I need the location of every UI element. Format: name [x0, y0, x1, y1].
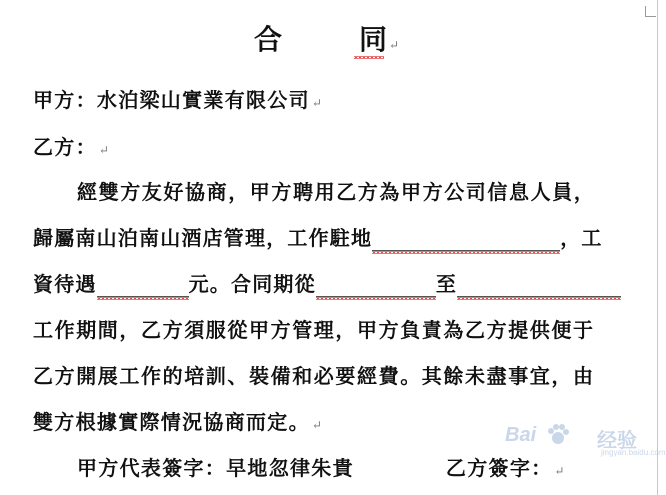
paragraph-mark-icon: ↵: [389, 38, 400, 52]
body-text: 元。合同期從: [188, 272, 316, 296]
body-line-4: [33, 314, 595, 343]
body-line-5: [33, 360, 595, 389]
watermark-text-2: 经验: [597, 428, 637, 452]
salary-blank[interactable]: [97, 278, 189, 297]
baidu-jingyan-watermark: [505, 418, 666, 462]
body-text: 資待遇: [33, 272, 97, 296]
work-location-blank[interactable]: [372, 232, 560, 251]
paragraph-mark-icon: ↵: [311, 418, 324, 432]
signature-line: [77, 452, 566, 481]
body-text: 歸屬南山泊南山酒店管理，工作駐地: [33, 226, 373, 250]
body-line-3: [33, 268, 621, 297]
title-char-1: 合: [254, 23, 283, 56]
body-text: ，工: [560, 226, 603, 250]
paragraph-mark-icon: ↵: [554, 464, 566, 478]
margin-corner-mark: [645, 6, 656, 17]
contract-start-blank[interactable]: [316, 278, 436, 297]
document-title: [0, 18, 666, 58]
watermark-text: Bai: [505, 424, 537, 446]
body-line-6: [33, 406, 323, 435]
paragraph-mark-icon: ↵: [311, 96, 324, 110]
body-text: 工作期間，乙方須服從甲方管理，甲方負責為乙方提供便于: [33, 318, 595, 342]
sign-a-value: 早地忽律朱貴: [226, 456, 354, 480]
party-b-line: [33, 131, 110, 160]
party-a-value: 水泊梁山實業有限公司: [96, 88, 310, 112]
paragraph-mark-icon: ↵: [98, 143, 111, 157]
contract-end-blank[interactable]: [457, 278, 621, 297]
body-text: 雙方根據實際情況協商而定。: [33, 410, 310, 434]
sign-a-label: 甲方代表簽字：: [77, 456, 227, 480]
spellcheck-underline: [354, 56, 384, 59]
party-b-label: 乙方：: [33, 135, 97, 159]
sign-b-label: 乙方簽字：: [445, 456, 553, 480]
page-edge: [657, 0, 658, 495]
body-line-2: [33, 222, 603, 251]
body-text: 乙方開展工作的培訓、裝備和必要經費。其餘未盡事宜，由: [33, 364, 595, 388]
body-text: 至: [435, 272, 458, 296]
paw-icon: [545, 422, 571, 448]
body-text: 經雙方友好協商，甲方聘用乙方為甲方公司信息人員，: [77, 180, 596, 204]
body-line-1: [77, 176, 595, 205]
party-a-line: [33, 84, 323, 113]
title-char-2: 同 ↵: [359, 23, 400, 56]
watermark-url: jingyan.baidu.com: [601, 448, 666, 457]
party-a-label: 甲方：: [33, 88, 97, 112]
